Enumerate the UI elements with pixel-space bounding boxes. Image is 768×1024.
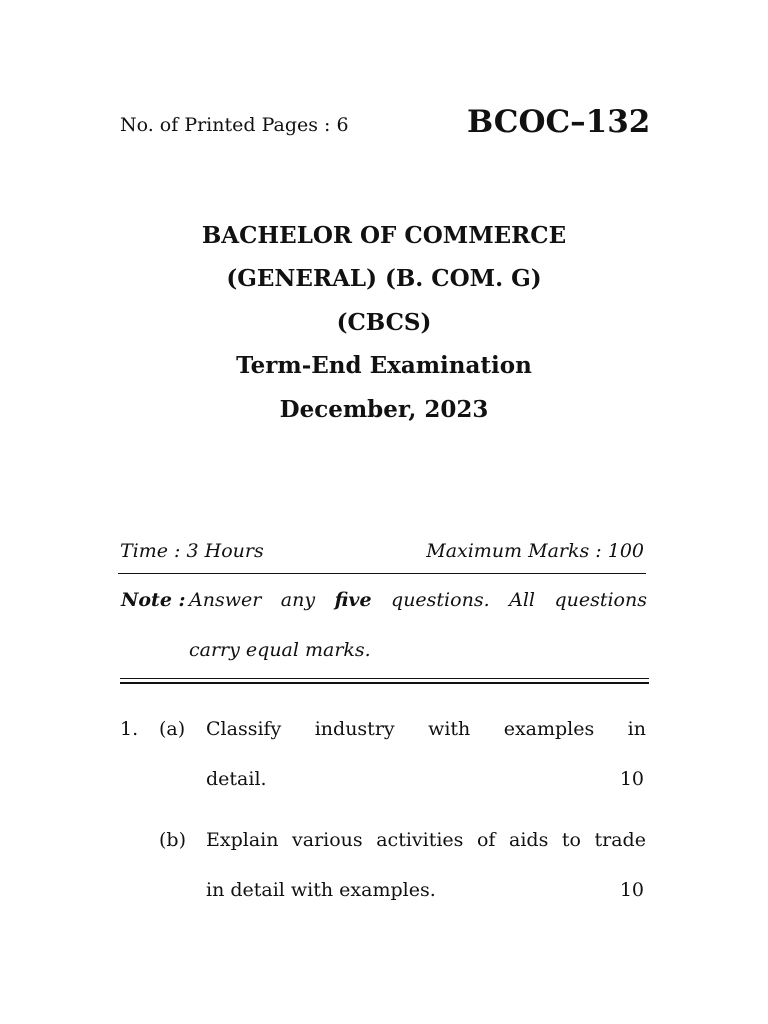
divider-rule — [118, 573, 646, 574]
question-part-text-line1 — [206, 829, 646, 851]
question-part-text-line1 — [206, 718, 646, 740]
note-word-emphasis: five — [334, 589, 372, 611]
question-word: aids — [509, 829, 549, 851]
note-word: any — [280, 589, 316, 611]
printed-pages-count: No. of Printed Pages : 6 — [120, 114, 349, 136]
double-divider-top — [120, 678, 649, 679]
question-part-marks: 10 — [619, 768, 644, 790]
maximum-marks: Maximum Marks : 100 — [426, 540, 644, 562]
title-degree: BACHELOR OF COMMERCE — [201, 222, 567, 249]
question-word: various — [292, 829, 363, 851]
question-part-label: (b) — [159, 829, 186, 851]
question-number: 1. — [120, 718, 139, 740]
double-divider-bottom — [120, 682, 649, 684]
question-part-label: (a) — [159, 718, 186, 740]
note-word: All — [509, 589, 535, 611]
title-program: (GENERAL) (B. COM. G) — [226, 265, 542, 292]
question-word: industry — [314, 718, 395, 740]
question-word: with — [428, 718, 471, 740]
exam-duration: Time : 3 Hours — [120, 540, 264, 562]
title-exam-date: December, 2023 — [279, 396, 489, 423]
note-instruction — [189, 589, 647, 611]
question-word: Classify — [206, 718, 282, 740]
note-word: questions — [554, 589, 647, 611]
note-instruction-continued: carry equal marks. — [189, 639, 371, 661]
title-exam-type: Term-End Examination — [236, 352, 532, 379]
note-label: Note : — [121, 589, 186, 611]
note-word: Answer — [189, 589, 262, 611]
title-scheme: (CBCS) — [336, 309, 432, 336]
question-word: Explain — [206, 829, 279, 851]
question-word: of — [476, 829, 496, 851]
note-word: questions. — [391, 589, 490, 611]
question-part-text-line2: detail. — [206, 768, 267, 790]
question-part-text-line2: in detail with examples. — [206, 879, 436, 901]
question-word: trade — [594, 829, 646, 851]
course-code: BCOC–132 — [467, 104, 651, 140]
question-part-marks: 10 — [619, 879, 644, 901]
question-word: activities — [376, 829, 464, 851]
question-word: to — [561, 829, 581, 851]
question-word: in — [627, 718, 646, 740]
question-word: examples — [503, 718, 595, 740]
